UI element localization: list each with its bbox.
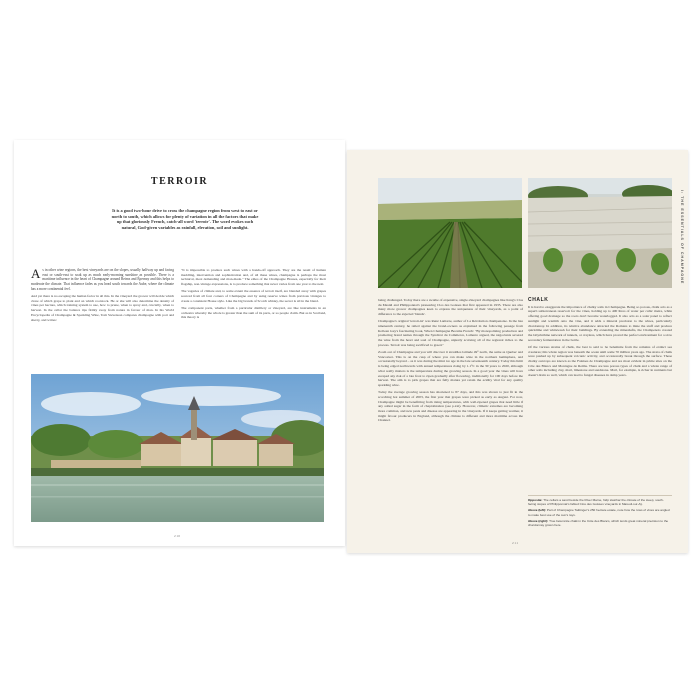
right-page: [347, 150, 688, 553]
caption-label: Opposite:: [528, 498, 543, 502]
caption-label: Above (left):: [528, 508, 547, 513]
chalk-photo: [528, 178, 672, 288]
body-paragraph: The component parts, whether from a particular distillery or vineyard, are like instruments in an orchestra whereby the whole is greater than the sum of its parts, or so people claim. But as in Scotland, this theory is: [181, 305, 326, 320]
body-paragraph: Of the various strains of chalk, the best is said to be belemnite from the remains of extinct sea creatures; this whole region was beneath the ocean until some 70 million years ago. The strata of chalk were pushed up by subsequent volcanic activity, and occasionally break through the surface. These chalky outcrops are known as the Falaises de Champagne and are most evident in prime sites on the Côte des Blancs and Montagne de Reims. There are less porous types of chalk and a whole range of other soils including clay, marl, limestone and sandstone. Marl, for example, is richer in nutrients but doesn't drain so well, which can lead to fungal diseases in damp years.: [528, 344, 672, 378]
vineyard-photo-icon: [378, 178, 522, 288]
body-paragraph: It is hard to exaggerate the importance of chalky soils in Champagne. Being so porous, chalk acts as a superb subterranean reservoir for the vines, holding up to 400 litres of water per cubic metre, while offering good drainage so the roots don't become waterlogged. It also acts as a solar panel to reflect sunlight and warmth onto the vine, and it adds a mineral precision to the wines, particularly chardonnay. In addition, its relative abundance attracted the Romans to mine the stuff and produce quicklime and whitewash for their buildings. By extending the mineshafts, the Champenois created the labyrinthine network of tunnels, or crayères, which have proved the perfect environment for a slow secondary fermentation in the bottle.: [528, 304, 672, 342]
right-column-2: [528, 298, 672, 380]
intro-paragraph: It is a good two-hour drive to cross the champagne region from west to east or north to south, which allows for plenty of variation in all the factors that make up that gloriously French, catch-all word 'terroir'. The word evokes such natural, God-given variables as rainfall, elevation, soil and sunlight.: [111, 208, 259, 230]
section-heading: CHALK: [528, 297, 549, 303]
right-column-1: [378, 298, 523, 426]
caption-text: Part of Champagne Taittinger's 250 hectare estate, note how the rows of vines are angled to make best use of the sun's rays.: [528, 508, 670, 517]
caption-label: Above (right):: [528, 518, 549, 523]
body-paragraph: Today the average growing season has shortened to 87 days, and this was shown to just fit in the scorching hot summer of 2003, the first year that grapes were picked as early as August. For now, Champagne might be benefitting from rising temperatures, with well-ripened grapes that need little if any added sugar in the form of chaptalization (see p.xxi). However, climatic extremes are becoming more common, and new pests and disease are appearing in the vineyards. If it keeps getting warmer, it might favour producers in England, although the climate is different and more maritime across the Channel.: [378, 390, 523, 423]
left-column-2: [181, 268, 326, 323]
village-photo: [31, 374, 324, 522]
body-paragraph: Champagne's original 'terroir-ist' was René Lamarre, author of La Révolution champenoise. In the late nineteenth century, he railed against the brand-owners as explained in the following passage from Kolleen Guy's fascinating book, When Champagne Became French: "By monopolizing production and promoting brand names through the Syndicat du Commerce, Lamarre argued, the négociants severed the wine from the heart and soul of Champagne, unjustly accruing all of the regional riches to the process. Terroir was being sacrificed to greed.": [378, 319, 523, 347]
drop-cap: A: [31, 266, 41, 281]
chalk-photo-icon: [528, 178, 672, 288]
page-number: 210: [174, 534, 181, 538]
left-page: [14, 140, 345, 546]
body-paragraph: "It is impossible to produce such wines with a hands-off approach. They are the result of human meddling, intervention and sophistication and, of all these wines, champagne is perhaps the most technical, most demanding and man-made." The ethos of the Champagne Houses, especially for their flagship, non-vintage expressions, is to produce something that never varies from one year to the next.: [181, 268, 326, 287]
photo-captions: [528, 498, 672, 529]
body-paragraph: And yet there is no escaping the human factor in all this. In the vineyard the grower will decide which clone of which grape to plant and on which rootstock. He or she will also determine the density of vines per hectare, which training system to use, how to prune, when to spray and, crucially, when to harvest. In the cellar the balance tips firmly away from nature in favour of man. In his World Encyclopedia of Champagne & Sparkling Wine, Tom Stevenson compares champagne with port and sherry, and writes:: [31, 294, 174, 322]
caption-text: True belemnite chalk in the Côte des Blancs, which lends great mineral precision to the chardonnay grown here.: [528, 518, 669, 528]
body-paragraph: being challenged. Today there are a swathe of expensive, single-vineyard champagnes like Krug's Clos du Mesnil and Philipponnat's pioneering Clos des Goisses that first appeared in 1935. There are also many more grower champagnes keen to express the uniqueness of their vineyards, as a point of difference to the exjected 'blends'.: [378, 298, 523, 317]
caption-text: The cellars a sand beside the River Marne, hidp slatchar the climate of the steep, south-facing slopes of Philipponnat's fabled Clos des Goisses vineyards in Mareuil-sur-Aÿ.: [528, 498, 664, 507]
village-photo-icon: [31, 374, 324, 522]
vineyard-photo: [378, 178, 522, 288]
page-number: 211: [512, 541, 519, 545]
caption-divider: [528, 495, 672, 496]
chapter-side-tab: I: THE ESSENTIALS OF CHAMPAGNE: [680, 190, 684, 285]
body-paragraph: s in other wine regions, the best vineyards are on the slopes, usually halfway up and facing east or south-east to soak up as much early-morning sunshine as possible. There is a maritime influence in the heart of Champagne around Reims and Épernay and this helps to moderate the climate. That influence fades as you head south towards the Aube, where the climate has a more continental feel.: [31, 268, 174, 291]
body-paragraph: The vagaries of climate and, to some extent the essence of terroir itself, are blended away with grapes sourced from all four corners of Champagne and by using reserve wines from previous vintages to create a consistent House style. Like the big brands of Scotch whisky, the secret is all in the blend.: [181, 289, 326, 303]
body-paragraph: Zoom out of Champagne and you will discover it straddles latitude 49° north, the same as Quebec and Vancouver. This is on the cusp of where you can make wine in the northern hemisphere, and occasionally beyond – as it was during the mini ice age in the late seventeenth century. Today this limit is being edged northwards with annual temperatures rising by 1.1°C in the 30 years to 2020, although what really matters is the temperature during the growing season. In a good year the vines will have escaped any risk of a late frost to ripen gradually after flowering, traditionally for 100 days before the harvest. The aim is to pick grapes that are fully mature yet retain the acidity vital for any quality sparkling wine.: [378, 350, 523, 387]
page-title: TERROIR: [150, 176, 209, 187]
left-column-1: [31, 268, 174, 325]
